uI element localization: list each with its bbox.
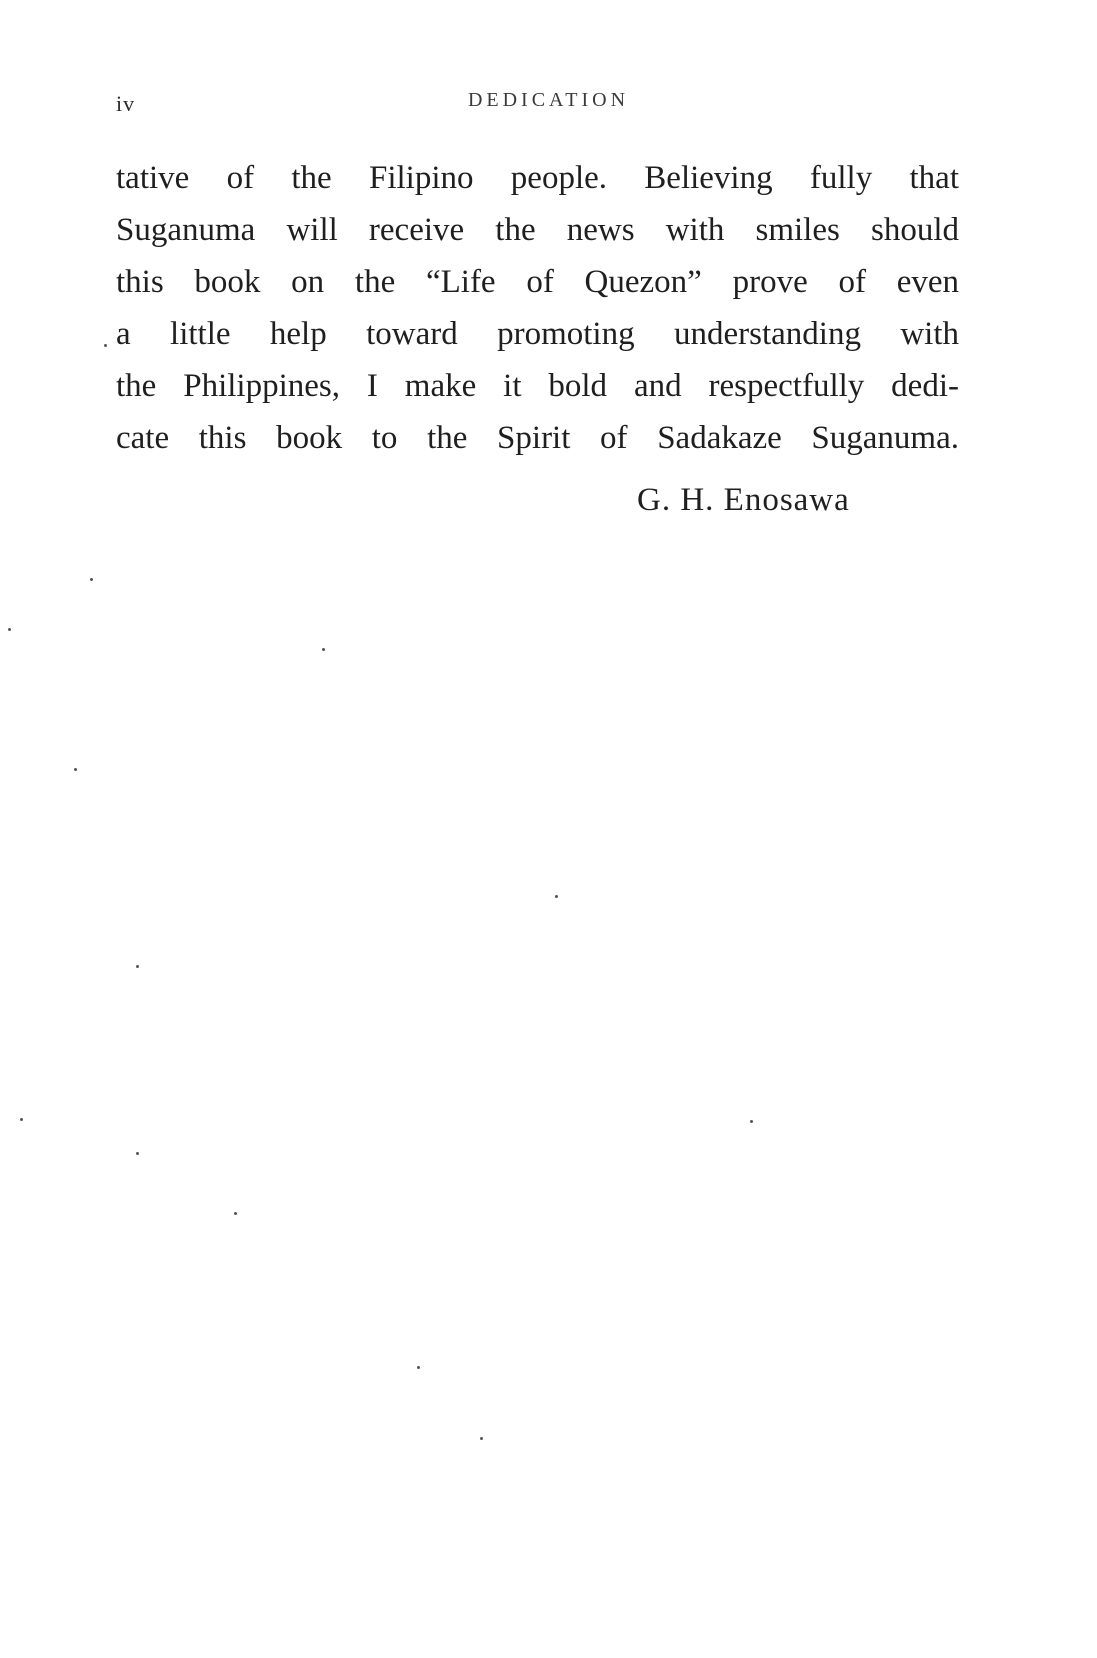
scan-speck bbox=[74, 768, 77, 771]
scan-speck bbox=[750, 1120, 753, 1123]
page-number: iv bbox=[116, 91, 136, 116]
scan-speck bbox=[555, 895, 558, 898]
scan-speck bbox=[417, 1366, 420, 1369]
text-line: this book on the “Life of Quezon” prove of even bbox=[116, 264, 959, 300]
scan-speck bbox=[322, 648, 325, 651]
text-line: a little help toward promoting understanding with bbox=[116, 316, 959, 352]
text-line: tative of the Filipino people. Believing fully that bbox=[116, 160, 959, 196]
scan-speck bbox=[234, 1212, 237, 1215]
text-line: cate this book to the Spirit of Sadakaze Suganuma. bbox=[116, 420, 959, 456]
scan-speck bbox=[8, 628, 11, 631]
running-head: DEDICATION bbox=[467, 89, 630, 111]
scan-speck bbox=[104, 344, 107, 347]
text-line: the Philippines, I make it bold and respectfully dedi- bbox=[116, 368, 959, 404]
scan-speck bbox=[136, 965, 139, 968]
dedication-text bbox=[116, 152, 959, 464]
scan-speck bbox=[136, 1152, 139, 1155]
scan-speck bbox=[90, 578, 93, 581]
text-line: Suganuma will receive the news with smiles should bbox=[116, 212, 959, 248]
scan-speck bbox=[480, 1437, 483, 1440]
signature: G. H. Enosawa bbox=[637, 482, 850, 518]
scan-speck bbox=[20, 1118, 23, 1121]
